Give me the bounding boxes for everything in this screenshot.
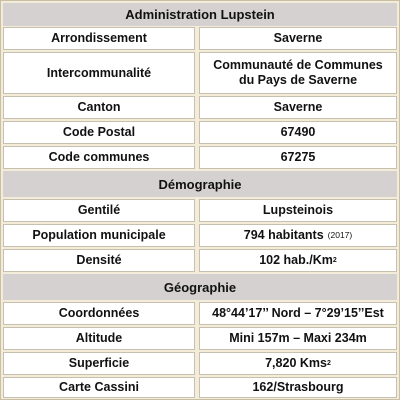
value-code-communes: 67275 [199, 146, 397, 169]
value-code-postal: 67490 [199, 121, 397, 144]
value-intercommunalite [199, 52, 397, 94]
value-carte-cassini: 162/Strasbourg [199, 377, 397, 398]
label-altitude: Altitude [3, 327, 195, 350]
row-population [3, 224, 397, 247]
value-canton: Saverne [199, 96, 397, 119]
row-gentile [3, 199, 397, 222]
value-intercommunalite-line2: du Pays de Saverne [238, 73, 358, 87]
label-gentile: Gentilé [3, 199, 195, 222]
label-densite: Densité [3, 249, 195, 272]
row-canton [3, 96, 397, 119]
value-densite: 102 hab./Km 2 [199, 249, 397, 272]
row-arrondissement [3, 27, 397, 50]
row-code-postal [3, 121, 397, 144]
label-arrondissement: Arrondissement [3, 27, 195, 50]
value-arrondissement: Saverne [199, 27, 397, 50]
label-coordonnees: Coordonnées [3, 302, 195, 325]
value-intercommunalite-line1: Communauté de Communes [213, 58, 383, 72]
label-intercommunalite: Intercommunalité [3, 52, 195, 94]
value-population-number: 794 habitants [243, 228, 324, 242]
value-altitude: Mini 157m – Maxi 234m [199, 327, 397, 350]
value-coordonnees: 48°44’17’’ Nord – 7°29’15’’Est [199, 302, 397, 325]
value-superficie: 7,820 Kms 2 [199, 352, 397, 375]
infobox-title: Administration Lupstein [3, 3, 397, 26]
value-superficie-number: 7,820 Kms [265, 356, 327, 370]
label-code-communes: Code communes [3, 146, 195, 169]
label-population: Population municipale [3, 224, 195, 247]
section-title-demographie: Démographie [3, 171, 397, 197]
row-superficie [3, 352, 397, 375]
row-altitude [3, 327, 397, 350]
row-code-communes [3, 146, 397, 169]
label-carte-cassini: Carte Cassini [3, 377, 195, 398]
section-title-geographie: Géographie [3, 274, 397, 300]
row-coordonnees [3, 302, 397, 325]
value-gentile: Lupsteinois [199, 199, 397, 222]
label-canton: Canton [3, 96, 195, 119]
row-intercommunalite [3, 52, 397, 94]
label-code-postal: Code Postal [3, 121, 195, 144]
row-densite [3, 249, 397, 272]
label-superficie: Superficie [3, 352, 195, 375]
value-densite-number: 102 hab./Km [259, 253, 333, 267]
value-population [199, 224, 397, 247]
row-carte-cassini [3, 377, 397, 398]
value-population-year: (2017) [327, 230, 353, 240]
